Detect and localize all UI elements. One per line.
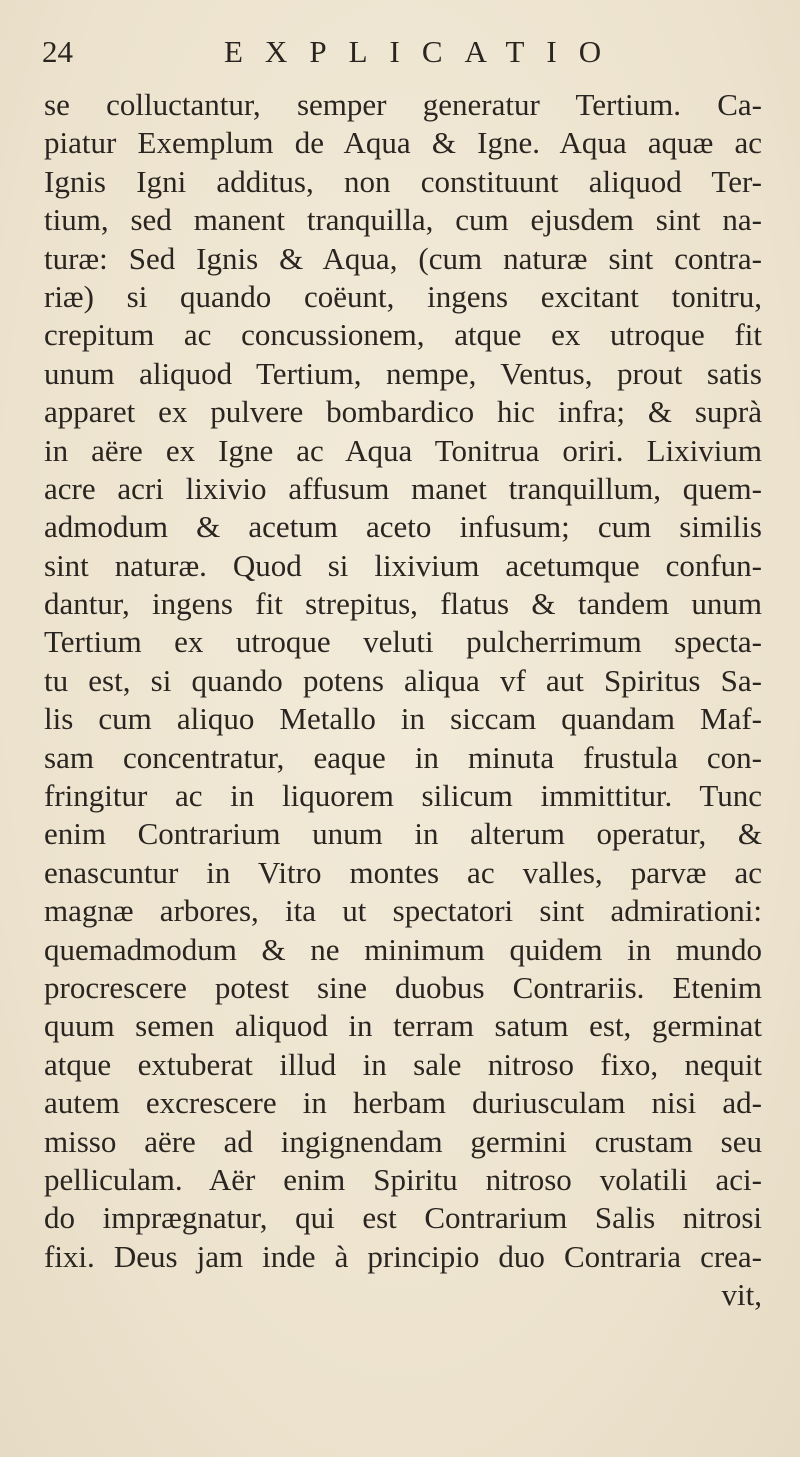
text-line: sam concentratur, eaque in minuta frustula con- [44,739,762,775]
text-line: crepitum ac concussionem, atque ex utroque fit [44,317,762,353]
text-line: piatur Exemplum de Aqua & Igne. Aqua aquæ ac [44,125,762,161]
text-line: fringitur ac in liquorem silicum immittitur. Tunc [44,778,762,814]
text-line: turæ: Sed Ignis & Aqua, (cum naturæ sint contra- [44,240,762,276]
text-line: in aëre ex Igne ac Aqua Tonitrua oriri. Lixivium [44,432,762,468]
page-number: 24 [42,34,73,69]
text-line: tium, sed manent tranquilla, cum ejusdem sint na- [44,202,762,238]
text-line: procrescere potest sine duobus Contrariis. Etenim [44,969,762,1005]
body-text [44,86,762,1315]
text-line: fixi. Deus jam inde à principio duo Contraria crea- [44,1238,762,1274]
text-line: autem excrescere in herbam duriusculam nisi ad- [44,1085,762,1121]
text-line: enascuntur in Vitro montes ac valles, parvæ ac [44,854,762,890]
text-line: enim Contrarium unum in alterum operatur, & [44,816,762,852]
text-line: riæ) si quando coëunt, ingens excitant tonitru, [44,278,762,314]
text-line: sint naturæ. Quod si lixivium acetumque confun- [44,547,762,583]
text-line: Ignis Igni additus, non constituunt aliquod Ter- [44,163,762,199]
running-title: EXPLICATIO [224,34,624,69]
text-line: quum semen aliquod in terram satum est, germinat [44,1008,762,1044]
page-header [42,28,662,72]
catchword: vit, [721,1277,762,1313]
text-line: lis cum aliquo Metallo in siccam quandam Maf- [44,701,762,737]
text-line: apparet ex pulvere bombardico hic infra; & suprà [44,394,762,430]
text-line: quemadmodum & ne minimum quidem in mundo [44,931,762,967]
text-line: dantur, ingens fit strepitus, flatus & tandem unum [44,586,762,622]
text-line: pelliculam. Aër enim Spiritu nitroso volatili aci- [44,1161,762,1197]
text-line: atque extuberat illud in sale nitroso fixo, nequit [44,1046,762,1082]
text-line: magnæ arbores, ita ut spectatori sint admirationi: [44,893,762,929]
text-line: tu est, si quando potens aliqua vf aut Spiritus Sa- [44,662,762,698]
text-line: unum aliquod Tertium, nempe, Ventus, prout satis [44,355,762,391]
text-line: admodum & acetum aceto infusum; cum similis [44,509,762,545]
text-line: Tertium ex utroque veluti pulcherrimum specta- [44,624,762,660]
text-line: se colluctantur, semper generatur Tertium. Ca- [44,87,762,122]
text-line: misso aëre ad ingignendam germini crustam seu [44,1123,762,1159]
text-line: do imprægnatur, qui est Contrarium Salis nitrosi [44,1200,762,1236]
text-line: acre acri lixivio affusum manet tranquillum, quem- [44,470,762,506]
